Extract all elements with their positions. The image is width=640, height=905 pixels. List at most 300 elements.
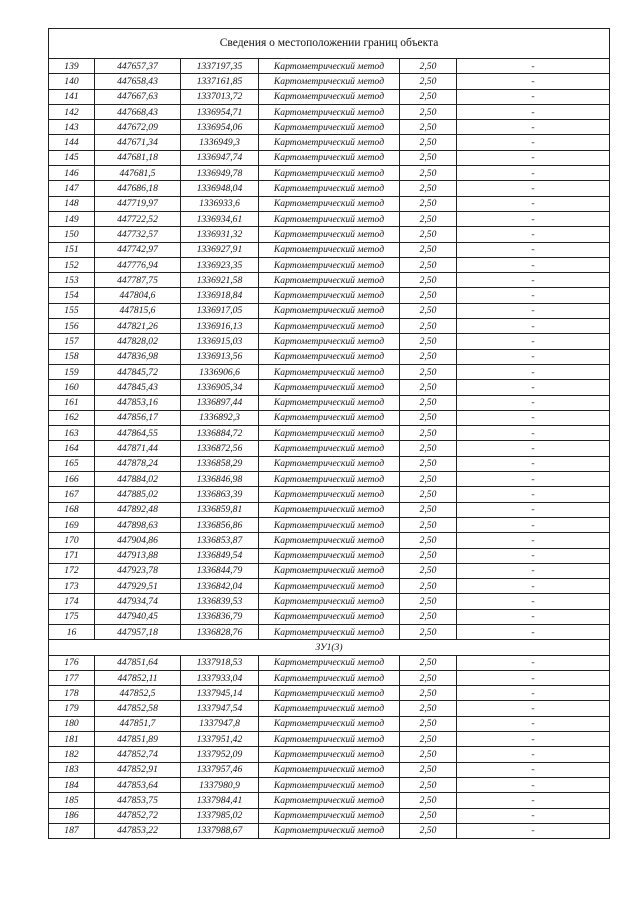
coord-y-cell: 1337952,09 <box>181 747 259 762</box>
table-row <box>49 257 610 272</box>
accuracy-cell: 2,50 <box>400 319 457 334</box>
table-row <box>49 747 610 762</box>
point-number-cell: 163 <box>49 426 95 441</box>
coord-x-cell: 447852,91 <box>95 762 181 777</box>
coord-y-cell: 1336931,32 <box>181 227 259 242</box>
accuracy-cell: 2,50 <box>400 257 457 272</box>
accuracy-cell: 2,50 <box>400 104 457 119</box>
note-cell: - <box>457 808 610 823</box>
point-number-cell: 175 <box>49 609 95 624</box>
table-row <box>49 288 610 303</box>
point-number-cell: 153 <box>49 273 95 288</box>
coord-x-cell: 447668,43 <box>95 104 181 119</box>
coord-y-cell: 1336858,29 <box>181 456 259 471</box>
note-cell: - <box>457 747 610 762</box>
accuracy-cell: 2,50 <box>400 762 457 777</box>
note-cell: - <box>457 777 610 792</box>
table-row <box>49 410 610 425</box>
coord-y-cell: 1336934,61 <box>181 211 259 226</box>
table-row <box>49 548 610 563</box>
method-cell: Картометрический метод <box>259 181 400 196</box>
coord-y-cell: 1337980,9 <box>181 777 259 792</box>
table-row <box>49 74 610 89</box>
coord-x-cell: 447940,45 <box>95 609 181 624</box>
point-number-cell: 154 <box>49 288 95 303</box>
coord-x-cell: 447923,78 <box>95 563 181 578</box>
coord-y-cell: 1336949,3 <box>181 135 259 150</box>
accuracy-cell: 2,50 <box>400 747 457 762</box>
table-row <box>49 563 610 578</box>
point-number-cell: 156 <box>49 319 95 334</box>
method-cell: Картометрический метод <box>259 487 400 502</box>
note-cell: - <box>457 426 610 441</box>
table-row <box>49 701 610 716</box>
note-cell: - <box>457 257 610 272</box>
coord-y-cell: 1336859,81 <box>181 502 259 517</box>
accuracy-cell: 2,50 <box>400 670 457 685</box>
note-cell: - <box>457 211 610 226</box>
table-row <box>49 150 610 165</box>
table-row <box>49 762 610 777</box>
table-row <box>49 104 610 119</box>
table-row <box>49 517 610 532</box>
method-cell: Картометрический метод <box>259 823 400 838</box>
coord-y-cell: 1336915,03 <box>181 334 259 349</box>
document-page <box>48 28 609 839</box>
table-row <box>49 181 610 196</box>
coord-x-cell: 447892,48 <box>95 502 181 517</box>
table-row <box>49 716 610 731</box>
coord-x-cell: 447836,98 <box>95 349 181 364</box>
table-title: Сведения о местоположении границ объекта <box>49 29 610 59</box>
method-cell: Картометрический метод <box>259 456 400 471</box>
accuracy-cell: 2,50 <box>400 120 457 135</box>
point-number-cell: 140 <box>49 74 95 89</box>
accuracy-cell: 2,50 <box>400 594 457 609</box>
accuracy-cell: 2,50 <box>400 150 457 165</box>
point-number-cell: 169 <box>49 517 95 532</box>
method-cell: Картометрический метод <box>259 502 400 517</box>
table-row <box>49 686 610 701</box>
point-number-cell: 149 <box>49 211 95 226</box>
method-cell: Картометрический метод <box>259 426 400 441</box>
note-cell: - <box>457 823 610 838</box>
accuracy-cell: 2,50 <box>400 334 457 349</box>
point-number-cell: 171 <box>49 548 95 563</box>
table-row <box>49 120 610 135</box>
point-number-cell: 187 <box>49 823 95 838</box>
point-number-cell: 165 <box>49 456 95 471</box>
point-number-cell: 170 <box>49 533 95 548</box>
coord-y-cell: 1336906,6 <box>181 364 259 379</box>
method-cell: Картометрический метод <box>259 472 400 487</box>
coord-x-cell: 447815,6 <box>95 303 181 318</box>
method-cell: Картометрический метод <box>259 364 400 379</box>
coord-y-cell: 1336872,56 <box>181 441 259 456</box>
accuracy-cell: 2,50 <box>400 732 457 747</box>
accuracy-cell: 2,50 <box>400 517 457 532</box>
coord-x-cell: 447885,02 <box>95 487 181 502</box>
point-number-cell: 139 <box>49 59 95 74</box>
note-cell: - <box>457 716 610 731</box>
accuracy-cell: 2,50 <box>400 410 457 425</box>
coord-x-cell: 447722,52 <box>95 211 181 226</box>
table-row <box>49 732 610 747</box>
note-cell: - <box>457 624 610 639</box>
coord-y-cell: 1337957,46 <box>181 762 259 777</box>
note-cell: - <box>457 89 610 104</box>
note-cell: - <box>457 609 610 624</box>
coord-y-cell: 1336916,13 <box>181 319 259 334</box>
coord-y-cell: 1337947,8 <box>181 716 259 731</box>
method-cell: Картометрический метод <box>259 166 400 181</box>
accuracy-cell: 2,50 <box>400 533 457 548</box>
note-cell: - <box>457 181 610 196</box>
coord-x-cell: 447719,97 <box>95 196 181 211</box>
coord-y-cell: 1336954,71 <box>181 104 259 119</box>
coord-x-cell: 447657,37 <box>95 59 181 74</box>
point-number-cell: 181 <box>49 732 95 747</box>
table-row <box>49 777 610 792</box>
table-row <box>49 303 610 318</box>
note-cell: - <box>457 166 610 181</box>
method-cell: Картометрический метод <box>259 273 400 288</box>
point-number-cell: 185 <box>49 793 95 808</box>
coord-x-cell: 447884,02 <box>95 472 181 487</box>
note-cell: - <box>457 762 610 777</box>
coord-x-cell: 447686,18 <box>95 181 181 196</box>
table-row <box>49 242 610 257</box>
method-cell: Картометрический метод <box>259 211 400 226</box>
method-cell: Картометрический метод <box>259 59 400 74</box>
coord-y-cell: 1336844,79 <box>181 563 259 578</box>
accuracy-cell: 2,50 <box>400 823 457 838</box>
coord-x-cell: 447853,75 <box>95 793 181 808</box>
note-cell: - <box>457 135 610 150</box>
method-cell: Картометрический метод <box>259 410 400 425</box>
table-row <box>49 273 610 288</box>
accuracy-cell: 2,50 <box>400 273 457 288</box>
coord-y-cell: 1337988,67 <box>181 823 259 838</box>
point-number-cell: 143 <box>49 120 95 135</box>
table-row <box>49 334 610 349</box>
method-cell: Картометрический метод <box>259 89 400 104</box>
point-number-cell: 186 <box>49 808 95 823</box>
title-row <box>49 29 610 59</box>
method-cell: Картометрический метод <box>259 533 400 548</box>
method-cell: Картометрический метод <box>259 120 400 135</box>
table-row <box>49 487 610 502</box>
note-cell: - <box>457 732 610 747</box>
accuracy-cell: 2,50 <box>400 686 457 701</box>
method-cell: Картометрический метод <box>259 548 400 563</box>
note-cell: - <box>457 288 610 303</box>
coord-x-cell: 447851,7 <box>95 716 181 731</box>
table-row <box>49 426 610 441</box>
note-cell: - <box>457 242 610 257</box>
note-cell: - <box>457 319 610 334</box>
coord-x-cell: 447845,72 <box>95 364 181 379</box>
accuracy-cell: 2,50 <box>400 242 457 257</box>
accuracy-cell: 2,50 <box>400 395 457 410</box>
method-cell: Картометрический метод <box>259 441 400 456</box>
note-cell: - <box>457 517 610 532</box>
method-cell: Картометрический метод <box>259 242 400 257</box>
table-row <box>49 349 610 364</box>
accuracy-cell: 2,50 <box>400 609 457 624</box>
coord-y-cell: 1336849,54 <box>181 548 259 563</box>
accuracy-cell: 2,50 <box>400 655 457 670</box>
accuracy-cell: 2,50 <box>400 426 457 441</box>
accuracy-cell: 2,50 <box>400 380 457 395</box>
note-cell: - <box>457 74 610 89</box>
coord-x-cell: 447804,6 <box>95 288 181 303</box>
coord-y-cell: 1337951,42 <box>181 732 259 747</box>
note-cell: - <box>457 548 610 563</box>
coord-x-cell: 447929,51 <box>95 579 181 594</box>
table-row <box>49 502 610 517</box>
point-number-cell: 179 <box>49 701 95 716</box>
note-cell: - <box>457 196 610 211</box>
note-cell: - <box>457 364 610 379</box>
point-number-cell: 142 <box>49 104 95 119</box>
section-row <box>49 640 610 655</box>
coord-y-cell: 1336933,6 <box>181 196 259 211</box>
coord-y-cell: 1336884,72 <box>181 426 259 441</box>
accuracy-cell: 2,50 <box>400 472 457 487</box>
coord-y-cell: 1336853,87 <box>181 533 259 548</box>
accuracy-cell: 2,50 <box>400 456 457 471</box>
coord-x-cell: 447681,18 <box>95 150 181 165</box>
note-cell: - <box>457 686 610 701</box>
coord-y-cell: 1336846,98 <box>181 472 259 487</box>
point-number-cell: 184 <box>49 777 95 792</box>
point-number-cell: 145 <box>49 150 95 165</box>
point-number-cell: 150 <box>49 227 95 242</box>
coord-x-cell: 447828,02 <box>95 334 181 349</box>
coord-y-cell: 1337985,02 <box>181 808 259 823</box>
coord-x-cell: 447852,72 <box>95 808 181 823</box>
coord-y-cell: 1336921,58 <box>181 273 259 288</box>
point-number-cell: 178 <box>49 686 95 701</box>
method-cell: Картометрический метод <box>259 288 400 303</box>
accuracy-cell: 2,50 <box>400 196 457 211</box>
point-number-cell: 159 <box>49 364 95 379</box>
point-number-cell: 172 <box>49 563 95 578</box>
method-cell: Картометрический метод <box>259 808 400 823</box>
table-row <box>49 89 610 104</box>
note-cell: - <box>457 150 610 165</box>
coord-x-cell: 447851,89 <box>95 732 181 747</box>
table-row <box>49 579 610 594</box>
point-number-cell: 162 <box>49 410 95 425</box>
coord-y-cell: 1337918,53 <box>181 655 259 670</box>
method-cell: Картометрический метод <box>259 686 400 701</box>
method-cell: Картометрический метод <box>259 670 400 685</box>
point-number-cell: 174 <box>49 594 95 609</box>
method-cell: Картометрический метод <box>259 762 400 777</box>
method-cell: Картометрический метод <box>259 395 400 410</box>
point-number-cell: 158 <box>49 349 95 364</box>
method-cell: Картометрический метод <box>259 227 400 242</box>
note-cell: - <box>457 579 610 594</box>
point-number-cell: 164 <box>49 441 95 456</box>
accuracy-cell: 2,50 <box>400 808 457 823</box>
point-number-cell: 177 <box>49 670 95 685</box>
method-cell: Картометрический метод <box>259 150 400 165</box>
accuracy-cell: 2,50 <box>400 303 457 318</box>
note-cell: - <box>457 487 610 502</box>
coord-y-cell: 1336927,91 <box>181 242 259 257</box>
table-row <box>49 196 610 211</box>
accuracy-cell: 2,50 <box>400 89 457 104</box>
coord-x-cell: 447913,88 <box>95 548 181 563</box>
accuracy-cell: 2,50 <box>400 624 457 639</box>
coord-x-cell: 447852,58 <box>95 701 181 716</box>
coord-x-cell: 447672,09 <box>95 120 181 135</box>
method-cell: Картометрический метод <box>259 624 400 639</box>
point-number-cell: 182 <box>49 747 95 762</box>
table-row <box>49 395 610 410</box>
coord-x-cell: 447957,18 <box>95 624 181 639</box>
table-row <box>49 227 610 242</box>
accuracy-cell: 2,50 <box>400 166 457 181</box>
coord-y-cell: 1336913,56 <box>181 349 259 364</box>
point-number-cell: 147 <box>49 181 95 196</box>
method-cell: Картометрический метод <box>259 380 400 395</box>
note-cell: - <box>457 563 610 578</box>
coord-y-cell: 1336948,04 <box>181 181 259 196</box>
method-cell: Картометрический метод <box>259 319 400 334</box>
method-cell: Картометрический метод <box>259 334 400 349</box>
accuracy-cell: 2,50 <box>400 181 457 196</box>
coord-x-cell: 447787,75 <box>95 273 181 288</box>
note-cell: - <box>457 349 610 364</box>
point-number-cell: 167 <box>49 487 95 502</box>
point-number-cell: 141 <box>49 89 95 104</box>
coord-y-cell: 1336947,74 <box>181 150 259 165</box>
coord-x-cell: 447776,94 <box>95 257 181 272</box>
table-row <box>49 441 610 456</box>
coord-y-cell: 1337013,72 <box>181 89 259 104</box>
coord-x-cell: 447851,64 <box>95 655 181 670</box>
point-number-cell: 173 <box>49 579 95 594</box>
coord-y-cell: 1336923,35 <box>181 257 259 272</box>
table-row <box>49 609 610 624</box>
accuracy-cell: 2,50 <box>400 364 457 379</box>
coord-x-cell: 447934,74 <box>95 594 181 609</box>
note-cell: - <box>457 303 610 318</box>
coord-x-cell: 447898,63 <box>95 517 181 532</box>
section-label: ЗУ1(3) <box>49 640 610 655</box>
accuracy-cell: 2,50 <box>400 777 457 792</box>
point-number-cell: 151 <box>49 242 95 257</box>
note-cell: - <box>457 793 610 808</box>
point-number-cell: 176 <box>49 655 95 670</box>
note-cell: - <box>457 456 610 471</box>
point-number-cell: 183 <box>49 762 95 777</box>
table-row <box>49 670 610 685</box>
coord-y-cell: 1336949,78 <box>181 166 259 181</box>
coord-x-cell: 447864,55 <box>95 426 181 441</box>
point-number-cell: 161 <box>49 395 95 410</box>
method-cell: Картометрический метод <box>259 732 400 747</box>
method-cell: Картометрический метод <box>259 655 400 670</box>
coord-x-cell: 447871,44 <box>95 441 181 456</box>
accuracy-cell: 2,50 <box>400 502 457 517</box>
method-cell: Картометрический метод <box>259 349 400 364</box>
coord-x-cell: 447845,43 <box>95 380 181 395</box>
accuracy-cell: 2,50 <box>400 701 457 716</box>
method-cell: Картометрический метод <box>259 135 400 150</box>
method-cell: Картометрический метод <box>259 257 400 272</box>
note-cell: - <box>457 334 610 349</box>
coord-x-cell: 447681,5 <box>95 166 181 181</box>
note-cell: - <box>457 441 610 456</box>
coord-y-cell: 1336828,76 <box>181 624 259 639</box>
point-number-cell: 144 <box>49 135 95 150</box>
accuracy-cell: 2,50 <box>400 349 457 364</box>
coord-y-cell: 1337984,41 <box>181 793 259 808</box>
accuracy-cell: 2,50 <box>400 135 457 150</box>
point-number-cell: 166 <box>49 472 95 487</box>
note-cell: - <box>457 380 610 395</box>
point-number-cell: 16 <box>49 624 95 639</box>
coord-y-cell: 1336917,05 <box>181 303 259 318</box>
boundary-table <box>48 28 610 839</box>
point-number-cell: 152 <box>49 257 95 272</box>
coord-x-cell: 447853,64 <box>95 777 181 792</box>
note-cell: - <box>457 655 610 670</box>
table-row <box>49 59 610 74</box>
accuracy-cell: 2,50 <box>400 579 457 594</box>
table-row <box>49 380 610 395</box>
coord-x-cell: 447852,5 <box>95 686 181 701</box>
method-cell: Картометрический метод <box>259 747 400 762</box>
coord-x-cell: 447856,17 <box>95 410 181 425</box>
method-cell: Картометрический метод <box>259 609 400 624</box>
coord-y-cell: 1337197,35 <box>181 59 259 74</box>
coord-x-cell: 447742,97 <box>95 242 181 257</box>
table-row <box>49 166 610 181</box>
coord-y-cell: 1337161,85 <box>181 74 259 89</box>
point-number-cell: 148 <box>49 196 95 211</box>
accuracy-cell: 2,50 <box>400 211 457 226</box>
note-cell: - <box>457 227 610 242</box>
note-cell: - <box>457 273 610 288</box>
table-row <box>49 624 610 639</box>
note-cell: - <box>457 594 610 609</box>
point-number-cell: 168 <box>49 502 95 517</box>
coord-x-cell: 447853,22 <box>95 823 181 838</box>
coord-y-cell: 1337947,54 <box>181 701 259 716</box>
accuracy-cell: 2,50 <box>400 548 457 563</box>
table-row <box>49 793 610 808</box>
coord-x-cell: 447667,63 <box>95 89 181 104</box>
table-row <box>49 533 610 548</box>
table-row <box>49 823 610 838</box>
point-number-cell: 155 <box>49 303 95 318</box>
note-cell: - <box>457 502 610 517</box>
note-cell: - <box>457 701 610 716</box>
coord-y-cell: 1336905,34 <box>181 380 259 395</box>
coord-x-cell: 447878,24 <box>95 456 181 471</box>
method-cell: Картометрический метод <box>259 594 400 609</box>
coord-x-cell: 447904,86 <box>95 533 181 548</box>
coord-y-cell: 1336892,3 <box>181 410 259 425</box>
table-row <box>49 135 610 150</box>
boundary-table-body <box>49 29 610 839</box>
